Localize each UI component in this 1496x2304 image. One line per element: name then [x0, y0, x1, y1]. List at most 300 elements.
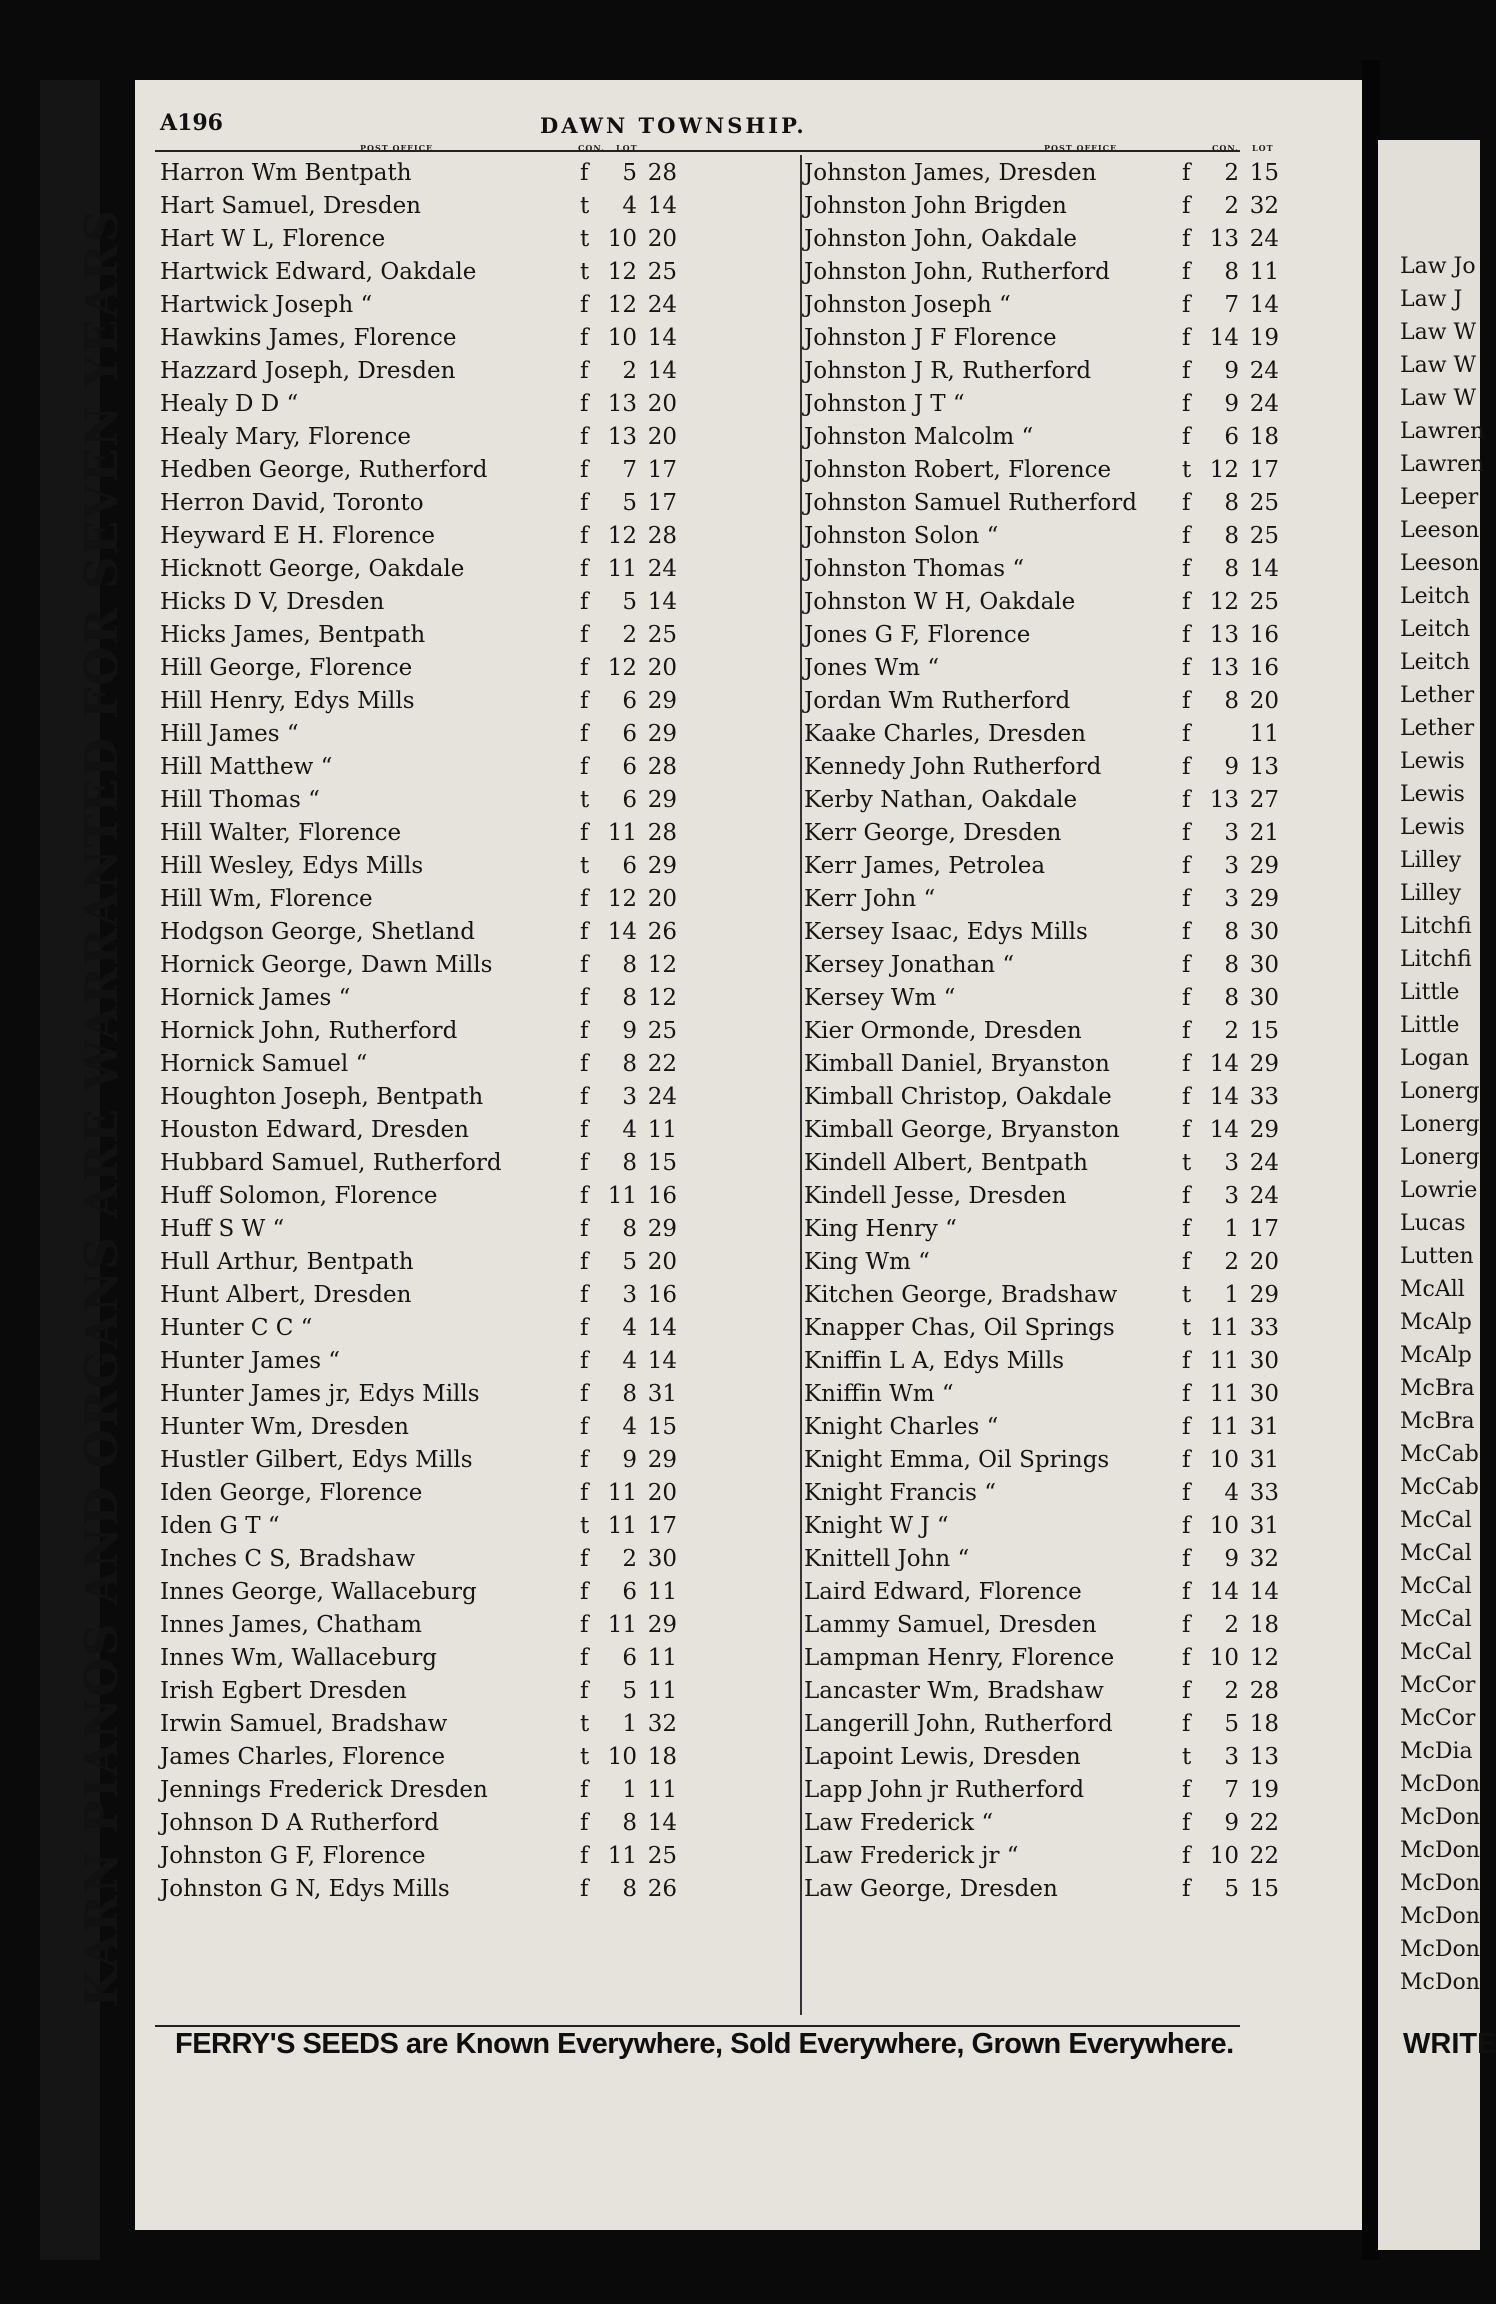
- directory-entry: [160, 750, 700, 783]
- entry-name: Hunter James “: [160, 1348, 341, 1374]
- entry-name: Hodgson George, Shetland: [160, 919, 475, 945]
- directory-entry: [160, 1047, 700, 1080]
- entry-con: 6: [622, 787, 637, 813]
- entry-type: f: [1182, 358, 1191, 384]
- directory-entry: [804, 1509, 1279, 1542]
- facing-entry-text: Law Jo: [1400, 254, 1476, 279]
- entry-type: f: [580, 1546, 589, 1572]
- directory-entry: [804, 882, 1279, 915]
- entry-name: Kniffin L A, Edys Mills: [804, 1348, 1065, 1374]
- facing-entry-text: Lonerg: [1400, 1079, 1480, 1104]
- entry-type: f: [580, 160, 589, 186]
- entry-type: f: [1182, 259, 1191, 285]
- entry-con: 13: [1209, 787, 1239, 813]
- entry-lot: 28: [647, 754, 677, 780]
- entry-type: f: [1182, 1777, 1191, 1803]
- entry-con: 12: [607, 655, 637, 681]
- entry-lot: 20: [1249, 1249, 1279, 1275]
- facing-entry-text: McDon: [1400, 1871, 1480, 1896]
- entry-con: 6: [622, 688, 637, 714]
- facing-entry-text: Lawren: [1400, 419, 1485, 444]
- entry-con: 8: [622, 1216, 637, 1242]
- directory-entry: [160, 1740, 700, 1773]
- entry-con: 11: [607, 1612, 637, 1638]
- entry-lot: 20: [647, 655, 677, 681]
- entry-lot: 25: [647, 1018, 677, 1044]
- entry-type: f: [580, 1117, 589, 1143]
- entry-type: f: [580, 622, 589, 648]
- entry-con: 8: [622, 985, 637, 1011]
- entry-type: f: [1182, 523, 1191, 549]
- entry-type: f: [580, 1381, 589, 1407]
- entry-type: f: [580, 1579, 589, 1605]
- entry-name: Johnston Robert, Florence: [804, 457, 1112, 483]
- entry-lot: 25: [647, 1843, 677, 1869]
- entry-lot: 11: [647, 1777, 677, 1803]
- facing-entry-text: McAlp: [1400, 1343, 1472, 1368]
- entry-lot: 20: [647, 391, 677, 417]
- entry-type: f: [580, 358, 589, 384]
- directory-entry: [804, 1872, 1279, 1905]
- entry-name: Kerr John “: [804, 886, 936, 912]
- entry-con: 13: [607, 391, 637, 417]
- facing-entry-text: Lewis: [1400, 782, 1465, 807]
- entry-con: 4: [622, 193, 637, 219]
- entry-type: t: [1182, 1150, 1192, 1176]
- entry-con: 8: [622, 1876, 637, 1902]
- entry-con: 14: [1209, 325, 1239, 351]
- facing-entry-text: McDon: [1400, 1805, 1480, 1830]
- directory-entry: [160, 1641, 700, 1674]
- entry-type: f: [580, 1315, 589, 1341]
- facing-entry-text: McCor: [1400, 1706, 1476, 1731]
- entry-con: 6: [622, 754, 637, 780]
- entry-con: 4: [1224, 1480, 1239, 1506]
- entry-lot: 19: [1249, 325, 1279, 351]
- facing-entry-text: Law W: [1400, 386, 1477, 411]
- entry-lot: 17: [1249, 1216, 1279, 1242]
- entry-lot: 26: [647, 919, 677, 945]
- directory-entry: [160, 288, 700, 321]
- facing-entry-text: Lucas: [1400, 1211, 1466, 1236]
- directory-entry: [160, 1080, 700, 1113]
- entry-con: 8: [1224, 259, 1239, 285]
- entry-con: 8: [1224, 490, 1239, 516]
- entry-type: t: [580, 1744, 590, 1770]
- directory-entry: [804, 255, 1279, 288]
- lot-header: LOT: [1252, 143, 1274, 153]
- entry-con: 5: [622, 1678, 637, 1704]
- entry-type: f: [580, 754, 589, 780]
- entry-lot: 11: [647, 1678, 677, 1704]
- facing-entry-text: Lowrie: [1400, 1178, 1478, 1203]
- directory-entry: [804, 684, 1279, 717]
- entry-con: 7: [1224, 292, 1239, 318]
- directory-entry: [804, 189, 1279, 222]
- facing-entry-text: McDon: [1400, 1937, 1480, 1962]
- entry-name: Kerr James, Petrolea: [804, 853, 1046, 879]
- entry-lot: 29: [647, 787, 677, 813]
- entry-type: f: [580, 1612, 589, 1638]
- directory-entry: [804, 915, 1279, 948]
- entry-con: 14: [1209, 1051, 1239, 1077]
- entry-type: f: [580, 886, 589, 912]
- entry-name: Johnston Joseph “: [804, 292, 1011, 318]
- entry-name: Irish Egbert Dresden: [160, 1678, 407, 1704]
- entry-lot: 29: [1249, 1117, 1279, 1143]
- left-rows: [160, 156, 700, 1905]
- facing-entry-text: Little: [1400, 980, 1460, 1005]
- entry-type: f: [580, 688, 589, 714]
- directory-entry: [160, 1839, 700, 1872]
- entry-name: Hunter C C “: [160, 1315, 313, 1341]
- entry-name: Healy D D “: [160, 391, 299, 417]
- entry-type: f: [1182, 820, 1191, 846]
- entry-con: 11: [607, 1183, 637, 1209]
- directory-entry: [160, 222, 700, 255]
- entry-lot: 15: [1249, 1018, 1279, 1044]
- entry-lot: 14: [647, 193, 677, 219]
- entry-lot: 29: [647, 1216, 677, 1242]
- directory-entry: [804, 222, 1279, 255]
- entry-type: f: [1182, 952, 1191, 978]
- directory-entry: [160, 981, 700, 1014]
- con-header: CON.: [1212, 143, 1239, 153]
- directory-entry: [804, 1080, 1279, 1113]
- entry-type: f: [1182, 655, 1191, 681]
- entry-type: f: [580, 919, 589, 945]
- entry-name: Kersey Isaac, Edys Mills: [804, 919, 1088, 945]
- directory-entry: [804, 981, 1279, 1014]
- entry-name: Johnson D A Rutherford: [160, 1810, 440, 1836]
- entry-lot: 14: [1249, 292, 1279, 318]
- entry-type: f: [580, 325, 589, 351]
- entry-con: 10: [607, 325, 637, 351]
- entry-type: f: [1182, 490, 1191, 516]
- entry-lot: 24: [647, 292, 677, 318]
- facing-entry-text: Litchfi: [1400, 914, 1472, 939]
- entry-name: Healy Mary, Florence: [160, 424, 411, 450]
- entry-type: t: [580, 1513, 590, 1539]
- directory-entry: [804, 651, 1279, 684]
- entry-lot: 11: [647, 1645, 677, 1671]
- entry-lot: 12: [1249, 1645, 1279, 1671]
- entry-name: Lammy Samuel, Dresden: [804, 1612, 1097, 1638]
- entry-con: 8: [1224, 985, 1239, 1011]
- entry-type: f: [1182, 1051, 1191, 1077]
- entry-lot: 11: [647, 1579, 677, 1605]
- entry-lot: 20: [647, 1249, 677, 1275]
- entry-type: f: [580, 985, 589, 1011]
- entry-con: 8: [622, 1810, 637, 1836]
- entry-type: f: [1182, 193, 1191, 219]
- entry-type: f: [580, 1249, 589, 1275]
- entry-lot: 24: [1249, 391, 1279, 417]
- entry-lot: 31: [647, 1381, 677, 1407]
- entry-con: 8: [622, 1381, 637, 1407]
- entry-con: 11: [607, 1513, 637, 1539]
- entry-lot: 21: [1249, 820, 1279, 846]
- entry-con: 12: [607, 523, 637, 549]
- entry-lot: 29: [647, 853, 677, 879]
- entry-lot: 12: [647, 952, 677, 978]
- entry-type: f: [580, 292, 589, 318]
- entry-name: Lancaster Wm, Bradshaw: [804, 1678, 1104, 1704]
- entry-name: Innes Wm, Wallaceburg: [160, 1645, 438, 1671]
- entry-lot: 14: [1249, 556, 1279, 582]
- entry-lot: 22: [1249, 1810, 1279, 1836]
- facing-entry-text: Law J: [1400, 287, 1463, 312]
- entry-lot: 28: [647, 523, 677, 549]
- entry-lot: 29: [647, 721, 677, 747]
- directory-entry: [160, 1575, 700, 1608]
- entry-lot: 30: [1249, 952, 1279, 978]
- directory-entry: [804, 1674, 1279, 1707]
- directory-entry: [160, 1113, 700, 1146]
- entry-lot: 25: [647, 259, 677, 285]
- entry-type: f: [580, 721, 589, 747]
- entry-lot: 29: [1249, 1282, 1279, 1308]
- entry-con: 3: [1224, 1150, 1239, 1176]
- entry-con: 6: [622, 1579, 637, 1605]
- entry-name: Kerr George, Dresden: [804, 820, 1062, 846]
- entry-type: t: [1182, 457, 1192, 483]
- entry-con: 1: [622, 1711, 637, 1737]
- entry-type: f: [1182, 1645, 1191, 1671]
- entry-con: 3: [1224, 1744, 1239, 1770]
- entry-con: 1: [1224, 1282, 1239, 1308]
- entry-type: f: [1182, 754, 1191, 780]
- entry-name: Iden George, Florence: [160, 1480, 423, 1506]
- entry-name: Jones G F, Florence: [804, 622, 1031, 648]
- facing-entry-text: McCab: [1400, 1442, 1479, 1467]
- entry-con: 11: [607, 1843, 637, 1869]
- facing-footer-fragment: WRITE: [1403, 2028, 1496, 2060]
- directory-entry: [804, 1377, 1279, 1410]
- entry-type: f: [580, 1051, 589, 1077]
- entry-lot: 31: [1249, 1447, 1279, 1473]
- entry-name: Lampman Henry, Florence: [804, 1645, 1115, 1671]
- entry-name: Hubbard Samuel, Rutherford: [160, 1150, 502, 1176]
- directory-entry: [160, 1542, 700, 1575]
- entry-lot: 29: [647, 688, 677, 714]
- directory-entry: [804, 1014, 1279, 1047]
- directory-entry: [804, 783, 1279, 816]
- entry-name: Jennings Frederick Dresden: [160, 1777, 488, 1803]
- entry-name: Hicks D V, Dresden: [160, 589, 385, 615]
- facing-entry-text: McDon: [1400, 1772, 1480, 1797]
- entry-lot: 17: [647, 457, 677, 483]
- entry-type: f: [580, 1645, 589, 1671]
- directory-entry: [160, 354, 700, 387]
- entry-lot: 32: [647, 1711, 677, 1737]
- entry-lot: 14: [647, 1348, 677, 1374]
- directory-entry: [804, 1245, 1279, 1278]
- entry-type: f: [580, 556, 589, 582]
- directory-entry: [160, 1872, 700, 1905]
- entry-type: f: [1182, 787, 1191, 813]
- entry-con: 3: [1224, 886, 1239, 912]
- entry-lot: 24: [647, 1084, 677, 1110]
- directory-entry: [804, 486, 1279, 519]
- directory-entry: [160, 255, 700, 288]
- entry-type: t: [580, 259, 590, 285]
- directory-entry: [804, 948, 1279, 981]
- facing-entry-text: Leitch: [1400, 584, 1470, 609]
- directory-entry: [160, 1311, 700, 1344]
- entry-lot: 20: [647, 1480, 677, 1506]
- entry-type: f: [1182, 1546, 1191, 1572]
- entry-con: 3: [1224, 853, 1239, 879]
- entry-name: Innes George, Wallaceburg: [160, 1579, 477, 1605]
- entry-con: 5: [622, 589, 637, 615]
- entry-name: King Henry “: [804, 1216, 957, 1242]
- entry-lot: 17: [1249, 457, 1279, 483]
- entry-type: f: [1182, 160, 1191, 186]
- entry-con: 4: [622, 1315, 637, 1341]
- entry-name: Langerill John, Rutherford: [804, 1711, 1113, 1737]
- entry-con: 4: [622, 1348, 637, 1374]
- entry-type: f: [580, 424, 589, 450]
- entry-type: f: [580, 1843, 589, 1869]
- facing-entry-text: McDon: [1400, 1904, 1480, 1929]
- directory-entry: [804, 420, 1279, 453]
- entry-lot: 24: [1249, 1150, 1279, 1176]
- entry-con: 5: [622, 1249, 637, 1275]
- entry-type: f: [580, 1777, 589, 1803]
- entry-type: f: [580, 952, 589, 978]
- entry-lot: 24: [647, 556, 677, 582]
- entry-con: 3: [622, 1282, 637, 1308]
- entry-name: Hill George, Florence: [160, 655, 413, 681]
- directory-entry: [804, 717, 1279, 750]
- entry-lot: 20: [647, 424, 677, 450]
- facing-entry-text: Leitch: [1400, 617, 1470, 642]
- entry-name: Hill Henry, Edys Mills: [160, 688, 415, 714]
- entry-con: 9: [1224, 358, 1239, 384]
- con-header: CON.: [578, 143, 605, 153]
- right-rows: [804, 156, 1279, 1905]
- entry-type: f: [1182, 1414, 1191, 1440]
- entry-con: 10: [1209, 1645, 1239, 1671]
- entry-lot: 24: [1249, 358, 1279, 384]
- directory-entry: [804, 321, 1279, 354]
- entry-name: Kitchen George, Bradshaw: [804, 1282, 1118, 1308]
- entry-lot: 14: [647, 589, 677, 615]
- entry-con: 6: [1224, 424, 1239, 450]
- entry-type: f: [1182, 1513, 1191, 1539]
- entry-con: 2: [1224, 193, 1239, 219]
- entry-name: Knight Emma, Oil Springs: [804, 1447, 1110, 1473]
- directory-entry: [804, 1839, 1279, 1872]
- directory-entry: [160, 1245, 700, 1278]
- entry-name: Knittell John “: [804, 1546, 970, 1572]
- entry-name: Johnston John Brigden: [804, 193, 1067, 219]
- entry-con: 10: [607, 1744, 637, 1770]
- directory-entry: [804, 849, 1279, 882]
- directory-entry: [804, 387, 1279, 420]
- directory-entry: [160, 849, 700, 882]
- directory-entry: [804, 288, 1279, 321]
- directory-entry: [804, 1773, 1279, 1806]
- directory-entry: [160, 783, 700, 816]
- facing-entry-text: Logan: [1400, 1046, 1470, 1071]
- directory-entry: [160, 948, 700, 981]
- entry-con: 4: [622, 1414, 637, 1440]
- entry-lot: 16: [647, 1183, 677, 1209]
- directory-entry: [804, 1575, 1279, 1608]
- post-office-header: POST OFFICE: [1044, 143, 1118, 153]
- directory-entry: [804, 1806, 1279, 1839]
- entry-con: 8: [1224, 952, 1239, 978]
- entry-name: Huff S W “: [160, 1216, 285, 1242]
- facing-entry-text: Lutten: [1400, 1244, 1474, 1269]
- directory-entry: [804, 156, 1279, 189]
- directory-entry: [804, 519, 1279, 552]
- entry-lot: 22: [1249, 1843, 1279, 1869]
- directory-entry: [160, 519, 700, 552]
- entry-type: f: [580, 1414, 589, 1440]
- entry-con: 1: [1224, 1216, 1239, 1242]
- entry-con: 10: [607, 226, 637, 252]
- facing-entry-text: Law W: [1400, 353, 1477, 378]
- entry-lot: 33: [1249, 1084, 1279, 1110]
- entry-con: 10: [1209, 1843, 1239, 1869]
- entry-name: Knapper Chas, Oil Springs: [804, 1315, 1115, 1341]
- entry-con: 3: [622, 1084, 637, 1110]
- entry-lot: 30: [1249, 985, 1279, 1011]
- entry-type: f: [1182, 292, 1191, 318]
- entry-name: Law Frederick jr “: [804, 1843, 1019, 1869]
- directory-entry: [160, 1806, 700, 1839]
- entry-name: Harron Wm Bentpath: [160, 160, 412, 186]
- entry-lot: 13: [1249, 754, 1279, 780]
- entry-name: Hartwick Edward, Oakdale: [160, 259, 477, 285]
- entry-con: 8: [1224, 556, 1239, 582]
- entry-type: f: [1182, 1348, 1191, 1374]
- entry-name: Hicknott George, Oakdale: [160, 556, 465, 582]
- entry-lot: 20: [647, 226, 677, 252]
- directory-entry: [160, 915, 700, 948]
- facing-entry-text: Leeson: [1400, 518, 1480, 543]
- entry-type: f: [1182, 226, 1191, 252]
- entry-type: f: [1182, 1249, 1191, 1275]
- entry-lot: 16: [1249, 622, 1279, 648]
- entry-lot: 28: [647, 820, 677, 846]
- directory-entry: [160, 618, 700, 651]
- entry-type: t: [1182, 1315, 1192, 1341]
- directory-entry: [160, 1212, 700, 1245]
- entry-name: Hustler Gilbert, Edys Mills: [160, 1447, 473, 1473]
- entry-lot: 18: [1249, 1711, 1279, 1737]
- entry-type: f: [580, 523, 589, 549]
- entry-con: 13: [607, 424, 637, 450]
- entry-con: 8: [1224, 688, 1239, 714]
- entry-type: f: [1182, 853, 1191, 879]
- entry-name: James Charles, Florence: [160, 1744, 446, 1770]
- directory-entry: [804, 1707, 1279, 1740]
- directory-entry: [160, 816, 700, 849]
- entry-lot: 33: [1249, 1480, 1279, 1506]
- facing-entry-text: Lonerg: [1400, 1112, 1480, 1137]
- entry-lot: 14: [647, 1810, 677, 1836]
- entry-name: Kindell Albert, Bentpath: [804, 1150, 1088, 1176]
- directory-entry: [804, 1608, 1279, 1641]
- footer-advertisement: FERRY'S SEEDS are Known Everywhere, Sold Everywhere, Grown Everywhere.: [175, 2028, 1234, 2060]
- entry-lot: 20: [647, 886, 677, 912]
- directory-entry: [160, 651, 700, 684]
- directory-entry: [804, 1278, 1279, 1311]
